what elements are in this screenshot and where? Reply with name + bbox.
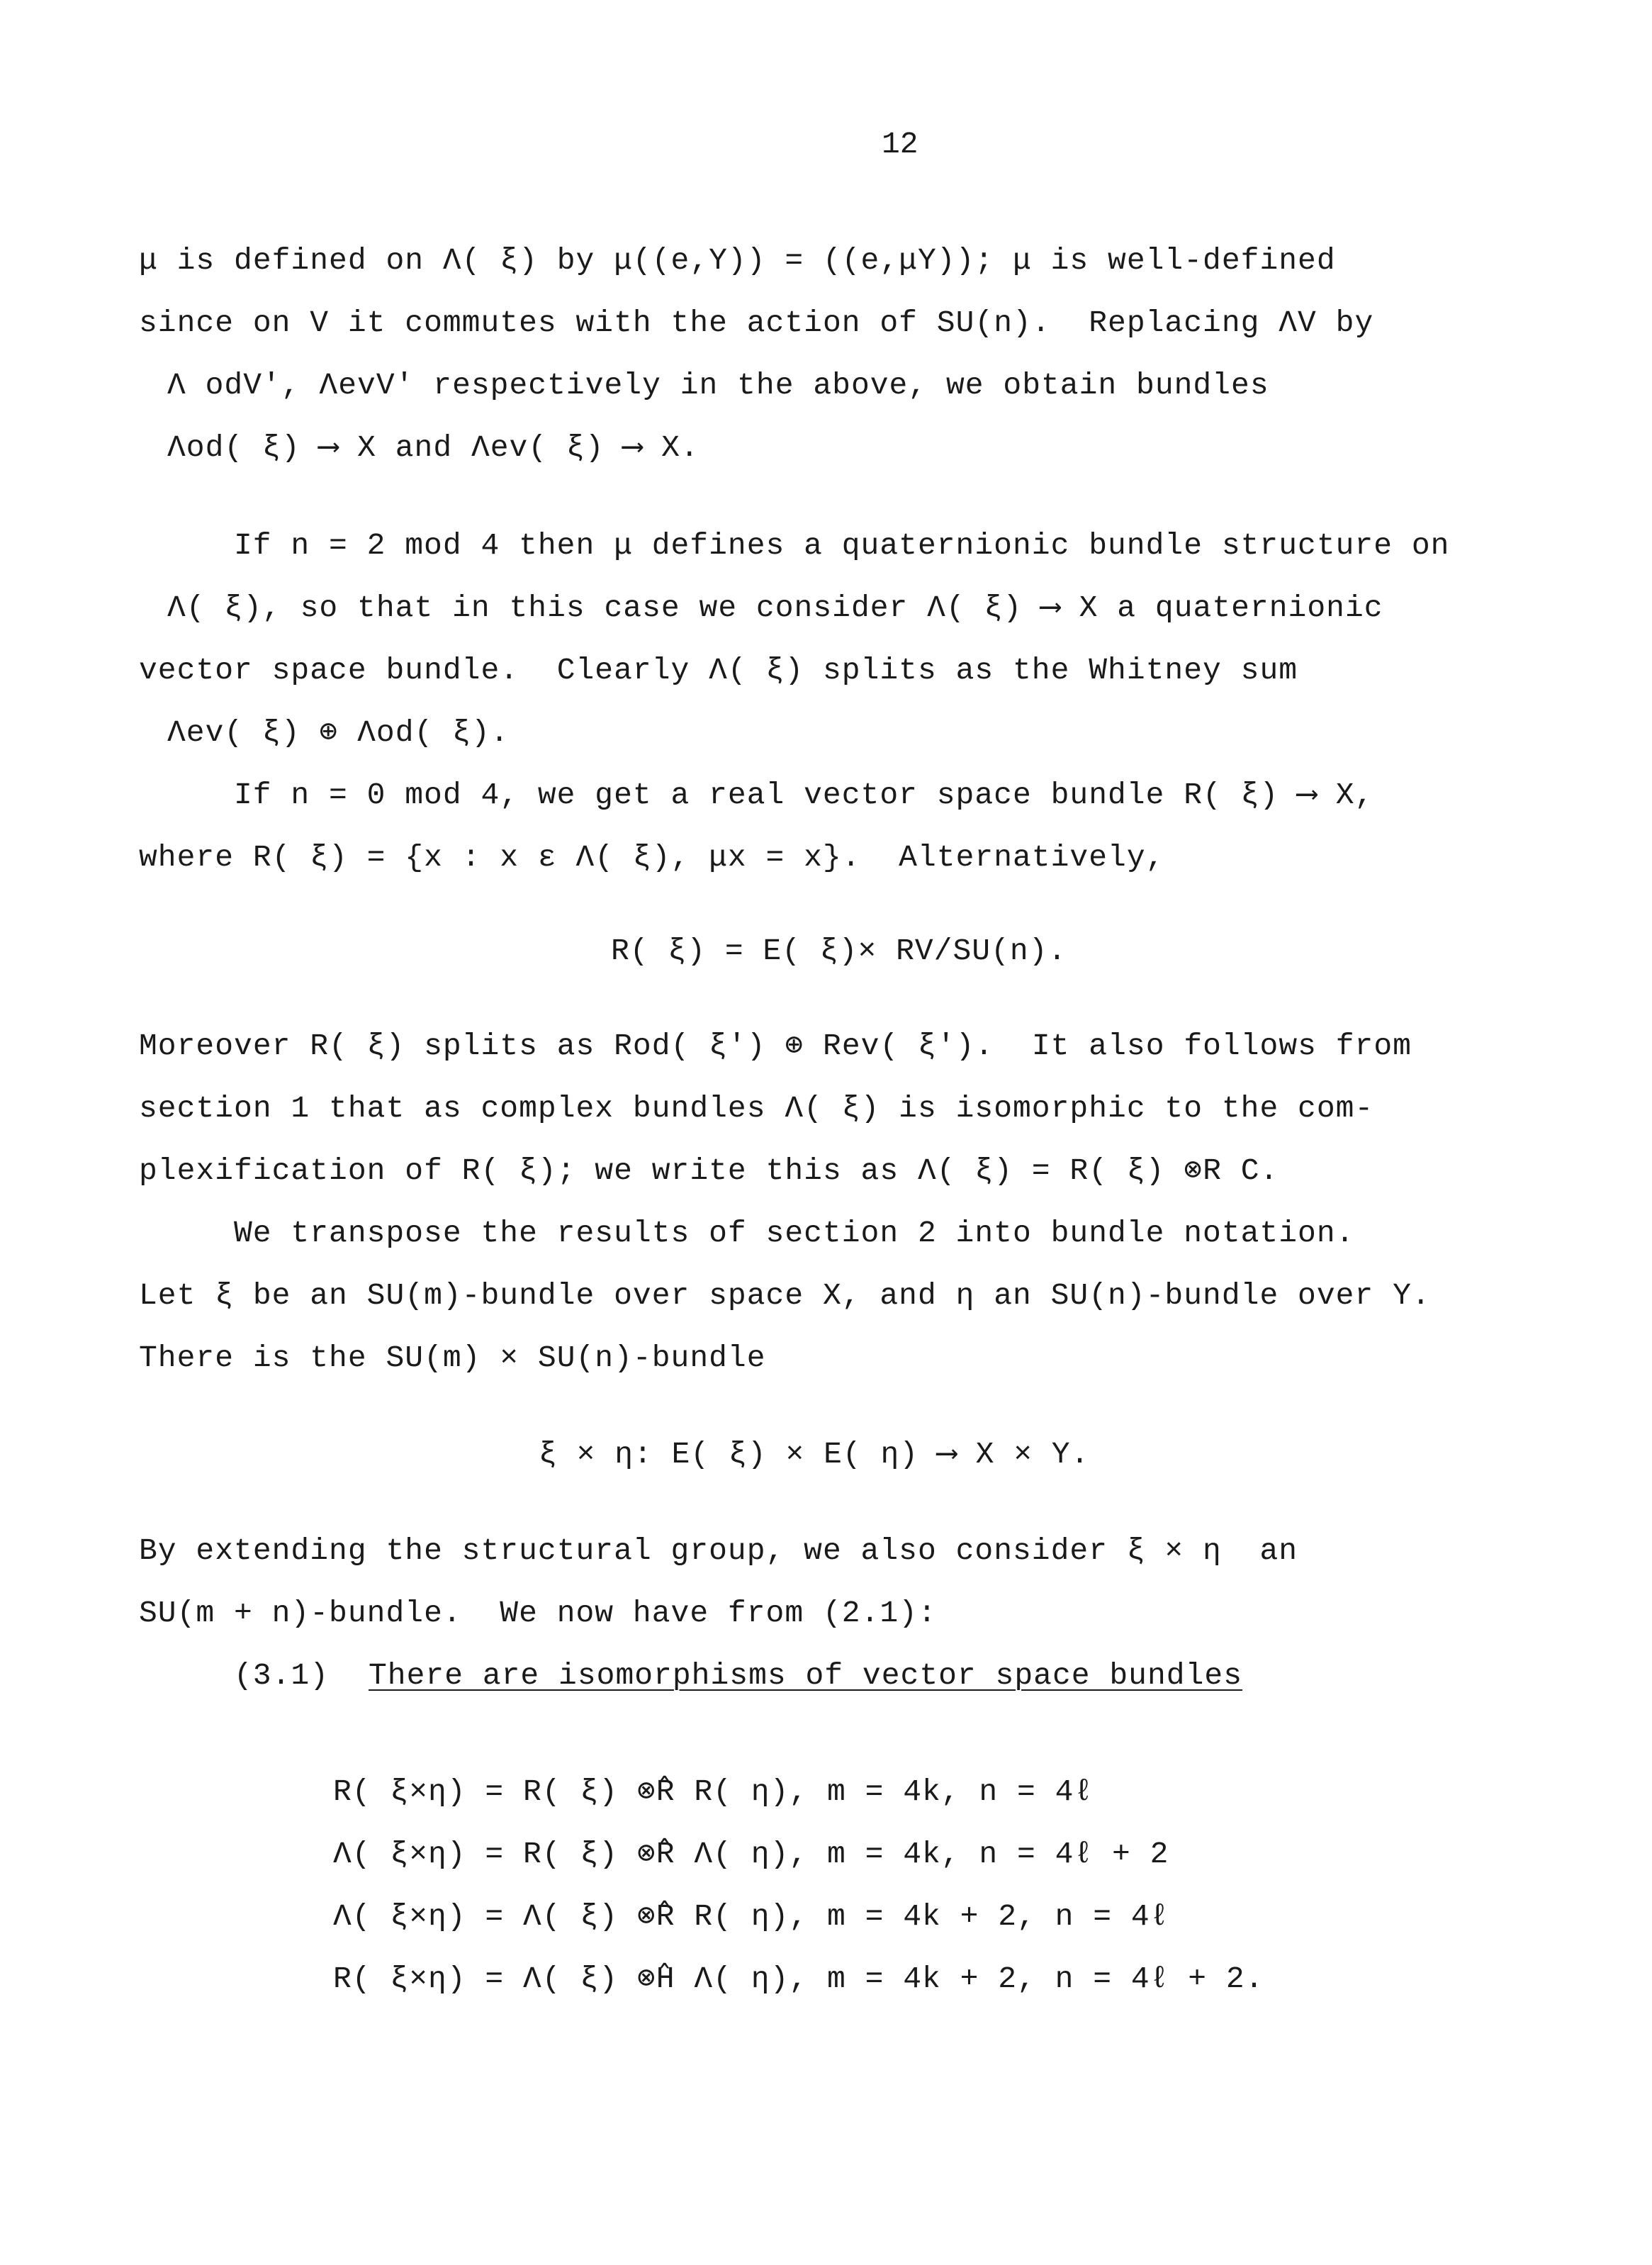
para4-line2: section 1 that as complex bundles Λ( ξ) is isomorphic to the com- [139, 1091, 1374, 1126]
theorem-statement: There are isomorphisms of vector space bundles [369, 1658, 1242, 1693]
para5-line2: Let ξ be an SU(m)-bundle over space X, and η an SU(n)-bundle over Y. [139, 1278, 1431, 1313]
equation-row-3: Λ( ξ×η) = Λ( ξ) ⊗̂R R( η), m = 4k + 2, n = 4ℓ [333, 1899, 1169, 1934]
equation-row-4: R( ξ×η) = Λ( ξ) ⊗̂H Λ( η), m = 4k + 2, n = 4ℓ + 2. [333, 1962, 1264, 1996]
para5-line1: We transpose the results of section 2 into bundle notation. [234, 1216, 1355, 1251]
para2-line4: Λev( ξ) ⊕ Λod( ξ). [167, 715, 510, 750]
equation-row-2: Λ( ξ×η) = R( ξ) ⊗̂R Λ( η), m = 4k, n = 4ℓ + 2 [333, 1837, 1169, 1872]
para3-equation: R( ξ) = E( ξ)× RV/SU(n). [611, 934, 1067, 968]
para2-line1: If n = 2 mod 4 then μ defines a quaternionic bundle structure on [234, 528, 1450, 563]
para2-line3: vector space bundle. Clearly Λ( ξ) splits as the Whitney sum [139, 653, 1298, 688]
page-number: 12 [882, 127, 918, 162]
para1-line3: Λ odV', ΛevV' respectively in the above, we obtain bundles [167, 368, 1269, 403]
para6-line2: SU(m + n)-bundle. We now have from (2.1): [139, 1596, 937, 1631]
para1-line1: μ is defined on Λ( ξ) by μ((e,Y)) = ((e,μY)); μ is well-defined [139, 243, 1336, 278]
para5-equation: ξ × η: E( ξ) × E( η) ⟶ X × Y. [539, 1437, 1090, 1472]
theorem-label: (3.1) [234, 1658, 330, 1693]
para3-line1: If n = 0 mod 4, we get a real vector space bundle R( ξ) ⟶ X, [234, 778, 1374, 812]
para2-line2: Λ( ξ), so that in this case we consider Λ( ξ) ⟶ X a quaternionic [167, 591, 1383, 625]
para3-line2: where R( ξ) = {x : x ε Λ( ξ), μx = x}. Alternatively, [139, 840, 1165, 875]
para6-line1: By extending the structural group, we also consider ξ × η an [139, 1533, 1298, 1568]
para1-line4: Λod( ξ) ⟶ X and Λev( ξ) ⟶ X. [167, 430, 699, 465]
para1-line2: since on V it commutes with the action of SU(n). Replacing ΛV by [139, 306, 1374, 340]
para5-line3: There is the SU(m) × SU(n)-bundle [139, 1341, 766, 1375]
equation-row-1: R( ξ×η) = R( ξ) ⊗̂R R( η), m = 4k, n = 4ℓ [333, 1774, 1094, 1809]
para4-line3: plexification of R( ξ); we write this as Λ( ξ) = R( ξ) ⊗R C. [139, 1153, 1279, 1188]
para4-line1: Moreover R( ξ) splits as Rod( ξ') ⊕ Rev( ξ'). It also follows from [139, 1029, 1412, 1063]
